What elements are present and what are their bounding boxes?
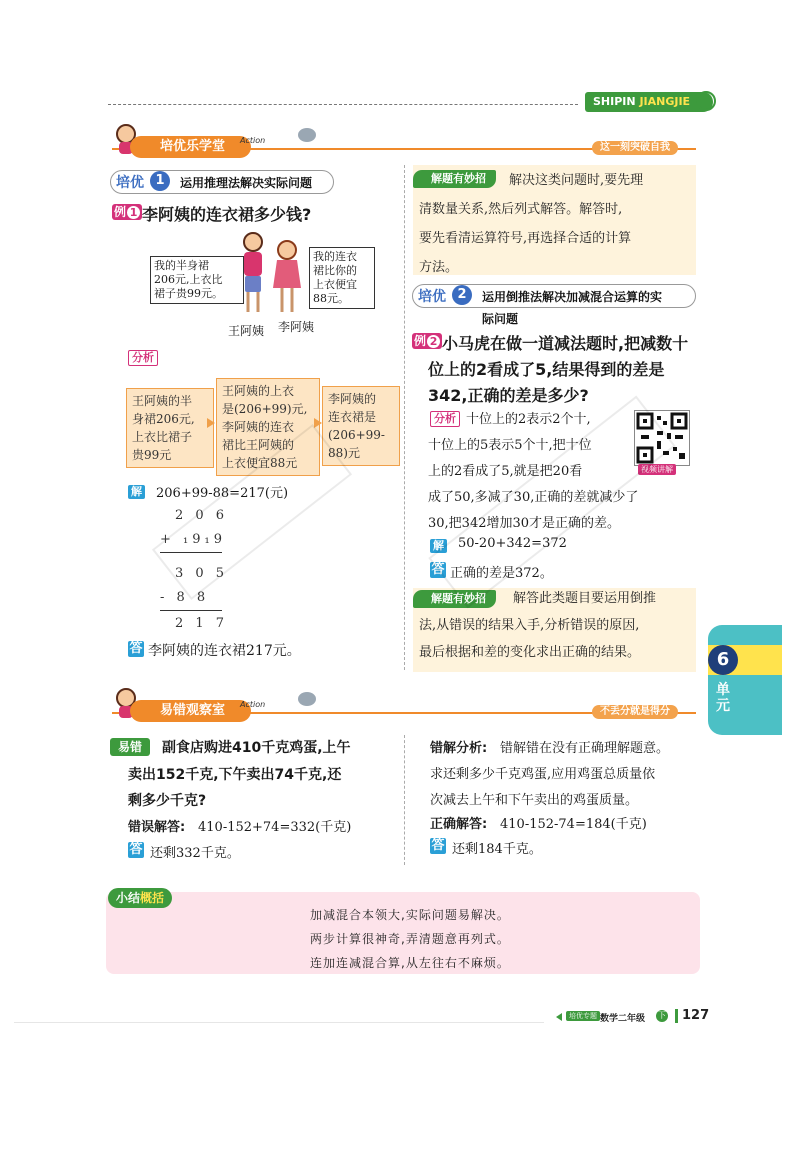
- footer-volume: 下: [658, 1011, 666, 1020]
- vertical-row-3: 3 0 5: [175, 566, 229, 581]
- answer1-label: 答: [129, 641, 143, 656]
- wrong-answer: 还剩332千克。: [150, 846, 240, 861]
- speech-li-line: 上衣便宜: [313, 278, 357, 291]
- tip2-line: 法,从错误的结果入手,分析错误的原因,: [419, 618, 640, 633]
- tip1-line: 解决这类问题时,要先理: [509, 173, 644, 188]
- flow-box-1-line: 上衣比裙子: [132, 430, 193, 444]
- mistake-question-line: 卖出152千克,下午卖出74千克,还: [128, 767, 342, 783]
- tip1-line: 清数量关系,然后列式解答。解答时,: [419, 202, 623, 217]
- name-li: 李阿姨: [278, 320, 315, 334]
- vertical-row-1: 2 0 6: [175, 508, 229, 523]
- speech-wang-line: 裙子贵99元。: [154, 287, 223, 300]
- tip1-line: 要先看清运算符号,再选择合适的计算: [419, 231, 632, 246]
- right-equation: 410-152-74=184(千克): [500, 817, 647, 832]
- wang-head: [244, 233, 262, 251]
- flow-box-2-line: 是(206+99)元,: [222, 402, 308, 416]
- section1-action: Action: [240, 136, 266, 145]
- speech-wang-line: 我的半身裙: [154, 259, 209, 272]
- answer2-label: 答: [431, 562, 445, 577]
- jie1-label: 解: [128, 485, 145, 499]
- speech-li-line: 我的连衣: [313, 250, 357, 263]
- answer1: 李阿姨的连衣裙217元。: [148, 643, 301, 659]
- unit-side-tab: [708, 625, 782, 735]
- flow-box-3-line: 连衣裙是: [328, 410, 377, 424]
- analysis2-line: 成了50,多减了30,正确的差就减少了: [428, 490, 639, 505]
- analysis2-line: 十位上的2表示2个十,: [466, 412, 591, 427]
- peiyou2-label: 培优: [418, 289, 446, 305]
- page-number: 127: [682, 1008, 710, 1023]
- analysis2-line: 十位上的5表示5个十,把十位: [428, 438, 592, 453]
- column-divider: [404, 165, 405, 670]
- tip2-badge: 解题有妙招: [413, 590, 496, 608]
- arrow-right-icon: [314, 418, 322, 428]
- brand-text-b: JIANGJIE: [639, 95, 691, 108]
- analysis2-label: 分析: [430, 411, 460, 427]
- speech-bubble-wang: [150, 256, 244, 304]
- flow-box-2: [216, 378, 320, 476]
- peiyou1-label: 培优: [116, 175, 144, 191]
- triangle-left-icon: [556, 1013, 562, 1021]
- footer-series: 培优专题: [566, 1011, 600, 1021]
- vertical-rule: [160, 610, 222, 611]
- name-wang: 王阿姨: [228, 324, 265, 338]
- example2-question-line: 位上的2看成了5,结果得到的差是: [428, 360, 665, 379]
- speech-li-line: 88元。: [313, 292, 349, 305]
- flow-box-3: [322, 386, 400, 466]
- footer-bar: [675, 1009, 678, 1023]
- speech-li-line: 裙比你的: [313, 264, 357, 277]
- li-dress: [273, 260, 301, 288]
- flow-box-2-line: 上衣便宜88元: [222, 456, 298, 470]
- flow-box-3-line: (206+99-: [328, 428, 385, 442]
- mistake-question-line: 副食店购进410千克鸡蛋,上午: [162, 740, 351, 756]
- flow-box-1: [126, 388, 214, 468]
- mistake-question-line: 剩多少千克?: [128, 793, 207, 809]
- peiyou2-number: 2: [452, 285, 472, 305]
- example1-badge: [112, 204, 142, 220]
- jie2-label: 解: [430, 539, 447, 553]
- speech-wang-line: 206元,上衣比: [154, 273, 223, 286]
- analysis2-line: 上的2看成了5,就是把20看: [428, 464, 583, 479]
- equation2: 50-20+342=372: [458, 536, 567, 551]
- flow-box-3-line: 88)元: [328, 446, 360, 460]
- peiyou2-title-cont: 际问题: [482, 312, 519, 326]
- vertical-row-5: 2 1 7: [175, 616, 229, 631]
- example1-badge-text: 例: [114, 205, 127, 219]
- section2-motto: 不丢分就是得分: [592, 705, 678, 719]
- summary-title-a: 小结: [116, 891, 141, 905]
- wang-skirt: [245, 276, 261, 292]
- li-head: [278, 241, 296, 259]
- flow-box-2-line: 裙比王阿姨的: [222, 438, 295, 452]
- example2-question-line: 小马虎在做一道减法题时,把减数十: [442, 334, 689, 353]
- qr-code[interactable]: [634, 410, 690, 466]
- arrow-right-icon: [207, 418, 215, 428]
- tip2-line: 最后根据和差的变化求出正确的结果。: [419, 645, 641, 660]
- wrong-label: 错误解答:: [128, 820, 186, 835]
- speech-bubble-li: [309, 247, 375, 309]
- mistake-analysis-line: 求还剩多少千克鸡蛋,应用鸡蛋总质量依: [430, 767, 656, 782]
- vertical-rule: [160, 552, 222, 553]
- tip1-line: 方法。: [419, 260, 459, 275]
- section2-action: Action: [240, 700, 266, 709]
- analysis-label: 错解分析:: [430, 741, 488, 756]
- summary-title-b: 概括: [140, 891, 165, 905]
- qr-caption: 视频讲解: [638, 464, 676, 475]
- summary-line: 加减混合本领大,实际问题易解决。: [310, 908, 510, 922]
- brand-banner: [585, 92, 713, 112]
- example1-question: 李阿姨的连衣裙多少钱?: [142, 205, 312, 224]
- section2-title: 易错观察室: [130, 700, 251, 722]
- summary-line: 连加连减混合算,从左往右不麻烦。: [310, 956, 510, 970]
- flow-box-2-line: 王阿姨的上衣: [222, 384, 295, 398]
- footer-subject: 数学二年级: [600, 1014, 646, 1024]
- right-answer: 还剩184千克。: [452, 842, 542, 857]
- analysis1-label: 分析: [128, 350, 158, 366]
- example2-badge: [412, 333, 442, 349]
- flow-box-1-line: 贵99元: [132, 448, 172, 462]
- footer-rule: [14, 1022, 544, 1023]
- flow-box-1-line: 身裙206元,: [132, 412, 195, 426]
- cat-mascot-icon: [298, 692, 316, 706]
- example1-badge-num: 1: [127, 206, 140, 219]
- column-divider-2: [404, 735, 405, 865]
- cat-mascot-icon: [298, 128, 316, 142]
- mistake-badge: 易错: [110, 738, 150, 756]
- mistake-analysis-line: 错解错在没有正确理解题意。: [500, 741, 670, 756]
- example2-badge-text: 例: [414, 334, 427, 348]
- mistake-analysis-line: 次减去上午和下午卖出的鸡蛋质量。: [430, 793, 639, 808]
- peiyou2-title: 运用倒推法解决加减混合运算的实: [482, 290, 663, 304]
- peiyou1-number: 1: [150, 171, 170, 191]
- header-dashed-rule: [108, 104, 578, 105]
- wrong-equation: 410-152+74=332(千克): [198, 820, 352, 835]
- qr-code-icon: [635, 411, 689, 465]
- example2-badge-num: 2: [427, 335, 440, 348]
- answer2: 正确的差是372。: [450, 566, 553, 581]
- two-women-illustration: [235, 228, 310, 318]
- wang-top: [244, 252, 262, 276]
- wrong-answer-label: 答: [129, 842, 143, 857]
- example2-question-line: 342,正确的差是多少?: [428, 386, 589, 405]
- flow-box-2-line: 李阿姨的连衣: [222, 420, 295, 434]
- unit-label: 单元: [716, 682, 730, 714]
- flow-box-1-line: 王阿姨的半: [132, 394, 193, 408]
- tip1-badge: 解题有妙招: [413, 170, 496, 188]
- summary-title: [108, 888, 172, 908]
- vertical-row-4: - 8 8: [160, 590, 210, 605]
- peiyou1-title: 运用推理法解决实际问题: [180, 176, 313, 190]
- flow-box-3-line: 李阿姨的: [328, 392, 377, 406]
- right-answer-label: 答: [431, 838, 445, 853]
- section1-title: 培优乐学堂: [130, 136, 251, 158]
- analysis2-line: 30,把342增加30才是正确的差。: [428, 516, 621, 531]
- equation1: 206+99-88=217(元): [156, 486, 289, 501]
- right-label: 正确解答:: [430, 817, 488, 832]
- unit-number: 6: [708, 645, 738, 675]
- brand-text-a: SHIPIN: [593, 95, 636, 108]
- section1-motto: 这一刻突破自我: [592, 141, 678, 155]
- vertical-row-2: + ₁9₁9: [160, 532, 226, 547]
- tip2-line: 解答此类题目要运用倒推: [513, 591, 657, 606]
- swirl-icon: [696, 91, 716, 111]
- summary-line: 两步计算很神奇,弄清题意再列式。: [310, 932, 510, 946]
